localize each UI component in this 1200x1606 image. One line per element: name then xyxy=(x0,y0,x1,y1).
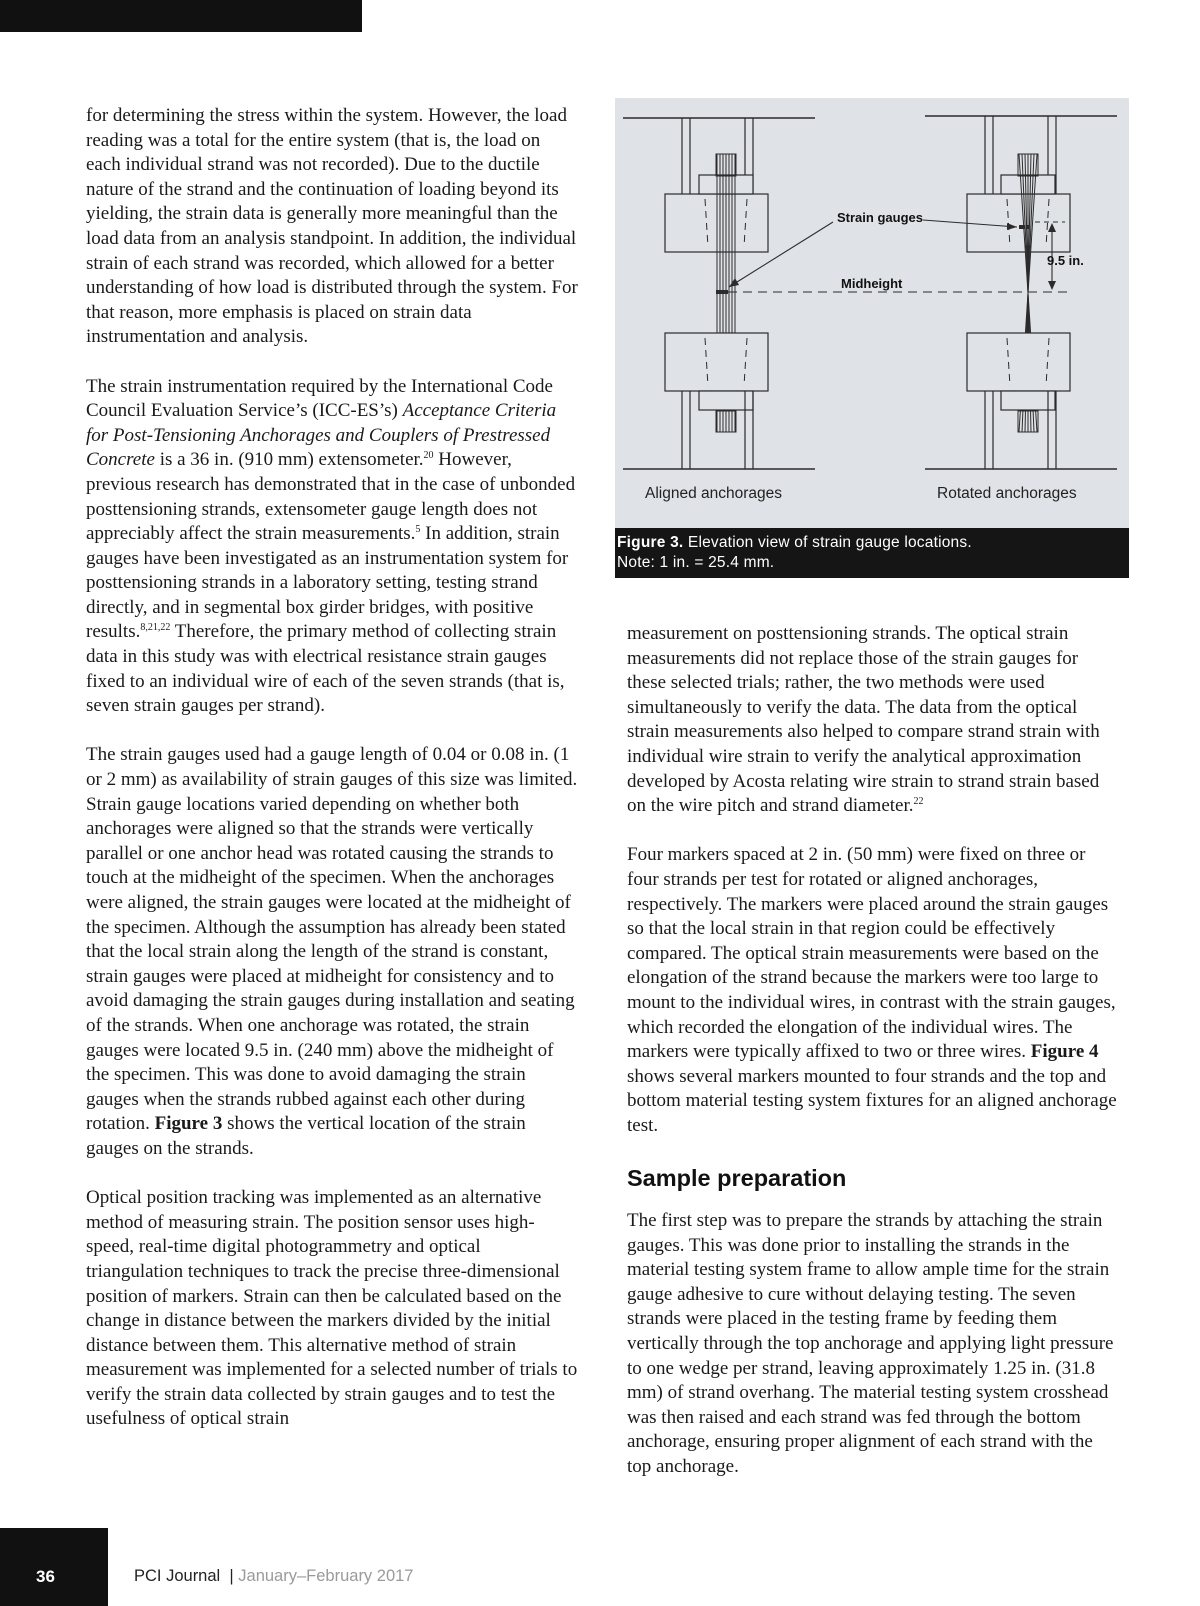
journal-name: PCI Journal xyxy=(134,1567,221,1585)
reference-superscript[interactable]: 22 xyxy=(913,796,924,808)
paragraph: The first step was to prepare the strands by attaching the strain gauges. This was done prior to installing the strands in the material testing system frame to allow ample time for the strain gauge adhesive to cure without delaying testing. The seven strands were placed in the testing frame by feeding them vertically through the top anchorage and applying light pressure to one wedge per strand, leaving approximately 1.25 in. (31.8 mm) of strand overhang. The material testing system crosshead was then raised and each strand was fed through the bottom anchorage, ensuring proper alignment of each strand with the top anchorage. xyxy=(627,1210,1114,1477)
reference-superscript[interactable]: 5 xyxy=(415,524,421,536)
page-number: 36 xyxy=(36,1567,55,1586)
left-text-column xyxy=(86,104,578,1432)
dimension-arrowhead xyxy=(1048,281,1056,290)
text-run: However, previous research has demonstrated that in the case of unbonded posttensioning strands, extensometer gauge length does not appreciably affect the strain measurements. xyxy=(86,449,576,545)
figure-caption xyxy=(615,528,1129,578)
caption-text: Elevation view of strain gauge locations. xyxy=(683,534,972,551)
label-midheight: Midheight xyxy=(841,276,903,291)
reference-superscript[interactable]: 20 xyxy=(423,450,434,462)
text-run: In addition, strain gauges have been investigated as an instrumentation system for posttensioning strands in a laboratory setting, testing strand directly, and in segmental box girder bridges, with positive results. xyxy=(86,523,569,643)
text-run: shows the vertical location of the strain gauges on the strands. xyxy=(86,1113,526,1159)
paragraph xyxy=(627,622,1119,819)
label-dimension: 9.5 in. xyxy=(1047,253,1084,268)
top-black-bar xyxy=(0,0,362,32)
text-run: The strain instrumentation required by the International Code Council Evaluation Service’s (ICC-ES’s) xyxy=(86,375,553,422)
text-run: Therefore, the primary method of collecting strain data in this study was with electrical resistance strain gauges fixed to an individual wire of each of the seven strands (that is, seven strain gauges per strand). xyxy=(86,621,565,717)
paragraph xyxy=(86,375,578,719)
figure-3 xyxy=(615,98,1129,578)
caption-label: Figure 3. xyxy=(617,534,684,551)
footer-separator: | xyxy=(229,1567,234,1585)
paragraph: Optical position tracking was implemented as an alternative method of measuring strain. The position sensor uses high-speed, real-time digital photogrammetry and optical triangulation techniques to track the precise three-dimensional position of markers. Strain can then be calculated based on the change in distance between the markers divided by the initial distance between them. This alternative method of strain measurement was implemented for a selected number of trials to verify the strain data collected by strain gauges and to test the usefulness of optical strain xyxy=(86,1187,578,1430)
label-rotated-anchorages: Rotated anchorages xyxy=(937,485,1077,502)
italic-title: Acceptance Criteria for Post-Tensioning Anchorages and Couplers of Prestressed Concrete xyxy=(86,400,557,471)
issue-date: January–February 2017 xyxy=(238,1567,414,1585)
text-run: measurement on posttensioning strands. The optical strain measurements did not replace those of the strain gauges for these selected trials; rather, the two methods were used simultaneously to verify the data. The data from the optical strain measurements also helped to compare strand strain with individual wire strain to verify the analytical approximation developed by Acosta relating wire strain to strand strain based on the wire pitch and strand diameter. xyxy=(627,623,1100,817)
figure-reference[interactable]: Figure 3 xyxy=(154,1113,223,1135)
figure-drawing xyxy=(615,98,1129,528)
paragraph xyxy=(86,743,578,1161)
aligned-anchorage-drawing xyxy=(623,118,815,469)
section-heading: Sample preparation xyxy=(627,1165,847,1192)
caption-note: Note: 1 in. = 25.4 mm. xyxy=(617,554,775,571)
leader-arrowhead xyxy=(729,278,739,287)
text-run: is a 36 in. (910 mm) extensometer. xyxy=(154,449,424,471)
paragraph: for determining the stress within the system. However, the load reading was a total for the entire system (that is, the load on each individual strand was not recorded). Due to the ductile nature of the strand and the continuation of loading beyond its yielding, the strain data is generally more meaningful than the load data from an analysis standpoint. In addition, the individual strain of each strand was recorded, which allowed for a better understanding of how load is distributed through the system. For that reason, more emphasis is placed on strain data instrumentation and analysis. xyxy=(86,105,578,348)
right-text-column xyxy=(627,622,1119,1480)
text-run: shows several markers mounted to four strands and the top and bottom material testing system fixtures for an aligned anchorage test. xyxy=(627,1065,1117,1136)
text-run: Four markers spaced at 2 in. (50 mm) were fixed on three or four strands per test for rotated or aligned anchorages, respectively. The markers were placed around the strain gauges so that the local strain in that region could be effectively compared. The optical strain measurements were based on the elongation of the strand because the markers were too large to mount to the individual wires, in contrast with the strain gauges, which recorded the elongation of the individual wires. The markers were typically affixed to two or three wires. xyxy=(627,844,1116,1063)
paragraph xyxy=(627,843,1119,1138)
text-run: The strain gauges used had a gauge length of 0.04 or 0.08 in. (1 or 2 mm) as availability of strain gauges of this size was limited. Strain gauge locations varied depending on whether both anchorages were aligned so that the strands were vertically parallel or one anchor head was rotated causing the strands to touch at the midheight of the specimen. When the anchorages were aligned, the strain gauges were located at the midheight of the specimen. Although the assumption has already been stated that the local strain along the length of the strand is constant, strain gauges were placed at midheight for consistency and to avoid damaging the strain gauges during installation and seating of the strands. When one anchorage was rotated, the strain gauges were located 9.5 in. (240 mm) above the midheight of the specimen. This was done to avoid damaging the strain gauges when the strands rubbed against each other during rotation. xyxy=(86,744,578,1135)
label-strain-gauges: Strain gauges xyxy=(837,210,923,225)
running-footer xyxy=(134,1567,413,1586)
label-aligned-anchorages: Aligned anchorages xyxy=(645,485,783,502)
reference-superscript[interactable]: 8,21,22 xyxy=(140,622,171,634)
strain-gauge-elevation-diagram xyxy=(615,98,1129,528)
figure-reference[interactable]: Figure 4 xyxy=(1030,1041,1099,1063)
